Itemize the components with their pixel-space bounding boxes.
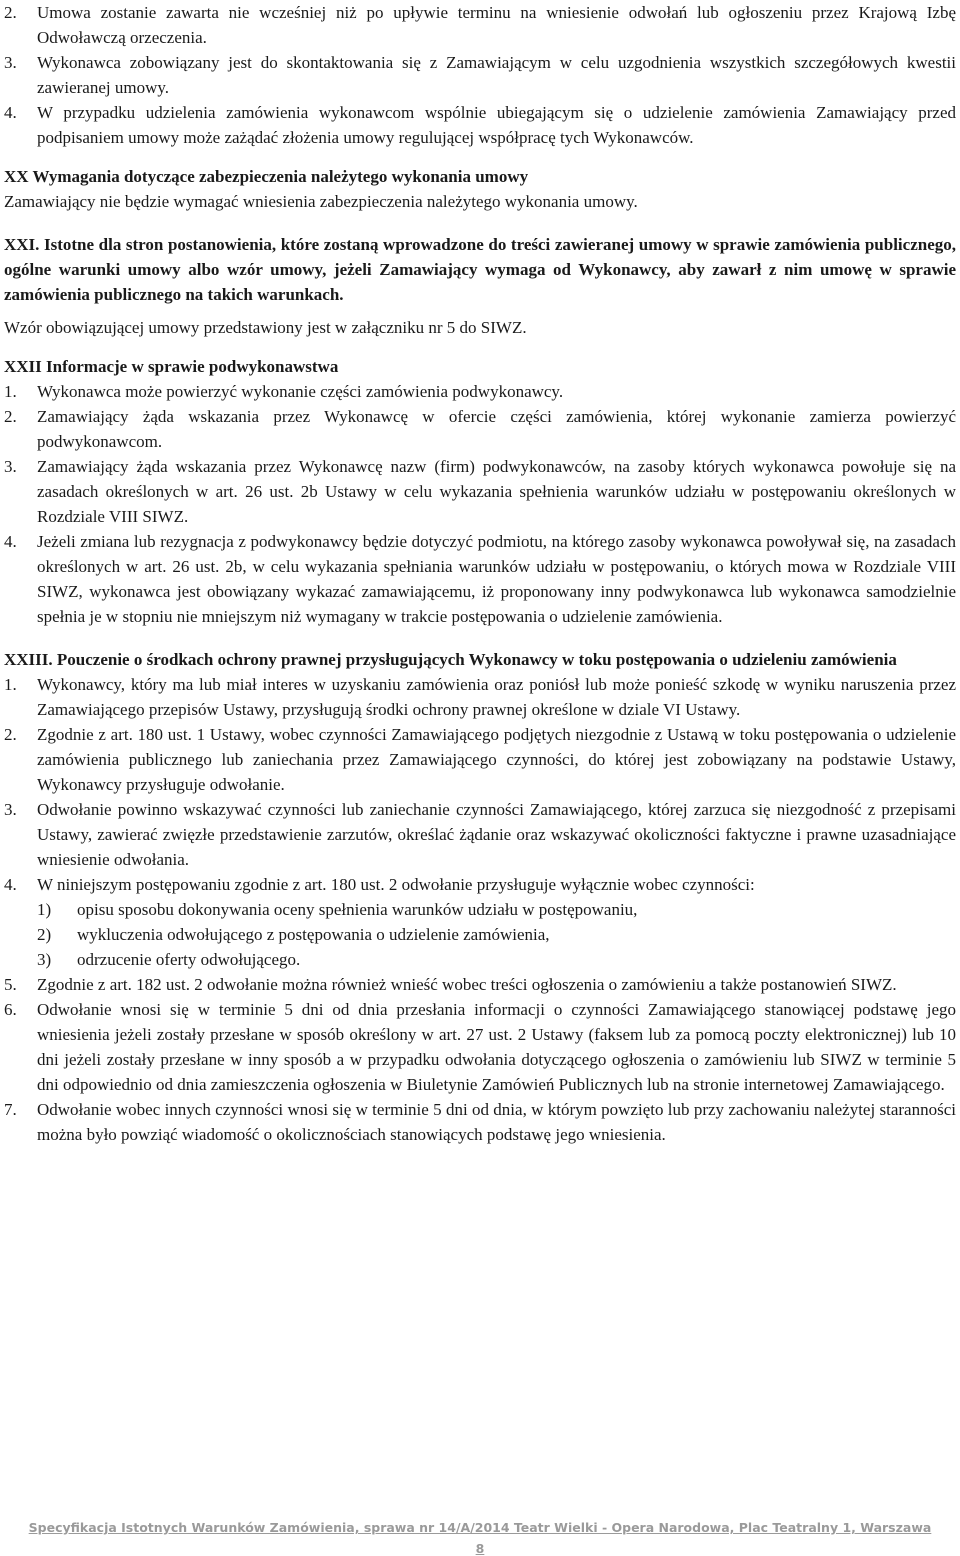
list-item: [4, 872, 956, 897]
item-number: 3.: [4, 53, 17, 72]
footer-text: Specyfikacja Istotnych Warunków Zamówienia, sprawa nr 14/A/2014 Teatr Wielki - Opera Narodowa, Plac Teatralny 1, Warszawa: [28, 1520, 932, 1535]
section-xxiii-heading: XXIII. Pouczenie o środkach ochrony prawnej przysługujących Wykonawcy w toku postępowania o udzieleniu zamówienia: [4, 650, 897, 669]
item-text: Zgodnie z art. 182 ust. 2 odwołanie można również wnieść wobec treści ogłoszenia o zamówieniu a także postanowień SIWZ.: [37, 975, 897, 994]
list-item: [4, 379, 956, 404]
item-number: 3.: [4, 800, 17, 819]
item-number: 4.: [4, 875, 17, 894]
document-page: [4, 0, 956, 1147]
subitem-number: 2): [37, 925, 52, 944]
item-text: Zamawiający żąda wskazania przez Wykonawcę w ofercie części zamówienia, której wykonanie zamierza powierzyć podwykonawcom.: [37, 407, 956, 451]
page-footer: [0, 1520, 960, 1556]
section-xxii: [4, 354, 956, 629]
item-text: Umowa zostanie zawarta nie wcześniej niż po upływie terminu na wniesienie odwołań lub ogłoszeniu przez Krajową Izbę Odwoławczą orzeczenia.: [37, 3, 956, 47]
item-text: Odwołanie wobec innych czynności wnosi się w terminie 5 dni od dnia, w którym powzięto lub przy zachowaniu należytej staranności można było powziąć wiadomość o okolicznościach stanowiących podstawę jego wniesienia.: [37, 1100, 956, 1144]
item-number: 1.: [4, 675, 17, 694]
subitem-text: wykluczenia odwołującego z postępowania o udzielenie zamówienia,: [77, 925, 550, 944]
item-number: 1.: [4, 382, 17, 401]
item-text: W niniejszym postępowaniu zgodnie z art. 180 ust. 2 odwołanie przysługuje wyłącznie wobec czynności:: [37, 875, 755, 894]
section-xxii-heading: XXII Informacje w sprawie podwykonawstwa: [4, 357, 339, 376]
list-item: [4, 50, 956, 100]
list-item: [4, 672, 956, 722]
item-number: 2.: [4, 407, 17, 426]
intro-list: [4, 0, 956, 150]
item-number: 6.: [4, 1000, 17, 1019]
section-xxi: [4, 232, 956, 340]
subitem-text: opisu sposobu dokonywania oceny spełnienia warunków udziału w postępowaniu,: [77, 900, 638, 919]
page-number: 8: [475, 1541, 485, 1556]
list-item: [4, 454, 956, 529]
section-xxiii: [4, 647, 956, 1147]
item-text: Zamawiający żąda wskazania przez Wykonawcę nazw (firm) podwykonawców, na zasoby których wykonawca powołuje się na zasadach określonych w art. 26 ust. 2b Ustawy w celu wykazania spełnienia warunków udziału w postępowaniu określonych w Rozdziale VIII SIWZ.: [37, 457, 956, 526]
list-item: [4, 0, 956, 50]
sublist-item: [37, 947, 956, 972]
subitem-number: 1): [37, 900, 52, 919]
item-number: 4.: [4, 532, 17, 551]
item-text: W przypadku udzielenia zamówienia wykonawcom wspólnie ubiegającym się o udzielenie zamówienia Zamawiający przed podpisaniem umowy może zażądać złożenia umowy regulującej współpracę tych Wykonawców.: [37, 103, 956, 147]
list-item: [4, 529, 956, 629]
sublist-item: [37, 922, 956, 947]
sublist: [4, 897, 956, 972]
list-item: [4, 1097, 956, 1147]
list-item: [4, 722, 956, 797]
item-text: Wykonawca może powierzyć wykonanie części zamówienia podwykonawcy.: [37, 382, 564, 401]
list-item: [4, 797, 956, 872]
list-item: [4, 100, 956, 150]
item-text: Jeżeli zmiana lub rezygnacja z podwykonawcy będzie dotyczyć podmiotu, na którego zasoby wykonawca powoływał się, na zasadach określonych w art. 26 ust. 2b, w celu wykazania spełniania warunków udziału w postępowaniu, o których mowa w Rozdziale VIII SIWZ, wykonawca jest obowiązany wykazać zamawiającemu, iż proponowany inny podwykonawca lub wykonawca samodzielnie spełnia je w stopniu nie mniejszym niż wymagany w trakcie postępowania o udzielenie zamówienia.: [37, 532, 956, 626]
item-text: Zgodnie z art. 180 ust. 1 Ustawy, wobec czynności Zamawiającego podjętych niezgodnie z Ustawą w toku postępowania o udzielenie zamówienia publicznego lub zaniechania przez Zamawiającego czynności, do której jest zobowiązany na podstawie Ustawy, Wykonawcy przysługuje odwołanie.: [37, 725, 956, 794]
section-xxi-text: Wzór obowiązującej umowy przedstawiony jest w załączniku nr 5 do SIWZ.: [4, 318, 527, 337]
item-number: 7.: [4, 1100, 17, 1119]
item-text: Wykonawcy, który ma lub miał interes w uzyskaniu zamówienia oraz poniósł lub może ponieść szkodę w wyniku naruszenia przez Zamawiającego przepisów Ustawy, przysługują środki ochrony prawnej określone w dziale VI Ustawy.: [37, 675, 956, 719]
list-item: [4, 972, 956, 997]
sublist-item: [37, 897, 956, 922]
list-item: [4, 997, 956, 1097]
item-number: 2.: [4, 3, 17, 22]
item-text: Odwołanie wnosi się w terminie 5 dni od dnia przesłania informacji o czynności Zamawiającego stanowiącej podstawę jego wniesienia jeżeli zostały przesłane w sposób określony w art. 27 ust. 2 Ustawy (faksem lub za pomocą poczty elektronicznej) lub 10 dni jeżeli zostały przesłane w inny sposób a w przypadku odwołania dotyczącego ogłoszenia o zamówieniu lub SIWZ w terminie 5 dni odpowiednio od dnia zamieszczenia ogłoszenia w Biuletynie Zamówień Publicznych lub na stronie internetowej Zamawiającego.: [37, 1000, 956, 1094]
subitem-number: 3): [37, 950, 52, 969]
item-text: Odwołanie powinno wskazywać czynności lub zaniechanie czynności Zamawiającego, której zarzuca się niezgodność z przepisami Ustawy, zawierać zwięzłe przedstawienie zarzutów, określać żądanie oraz wskazywać okoliczności faktyczne i prawne uzasadniające wniesienie odwołania.: [37, 800, 956, 869]
list-item: [4, 404, 956, 454]
item-number: 3.: [4, 457, 17, 476]
section-xx-text: Zamawiający nie będzie wymagać wniesienia zabezpieczenia należytego wykonania umowy.: [4, 192, 638, 211]
section-xxi-heading: XXI. Istotne dla stron postanowienia, które zostaną wprowadzone do treści zawieranej umowy w sprawie zamówienia publicznego, ogólne warunki umowy albo wzór umowy, jeżeli Zamawiający wymaga od Wykonawcy, aby zawarł z nim umowę w sprawie zamówienia publicznego na takich warunkach.: [4, 235, 956, 304]
item-text: Wykonawca zobowiązany jest do skontaktowania się z Zamawiającym w celu uzgodnienia wszystkich szczegółowych kwestii zawieranej umowy.: [37, 53, 956, 97]
section-xx: [4, 164, 956, 214]
item-number: 4.: [4, 103, 17, 122]
item-number: 2.: [4, 725, 17, 744]
item-number: 5.: [4, 975, 17, 994]
section-xx-heading: XX Wymagania dotyczące zabezpieczenia należytego wykonania umowy: [4, 167, 529, 186]
subitem-text: odrzucenie oferty odwołującego.: [77, 950, 301, 969]
